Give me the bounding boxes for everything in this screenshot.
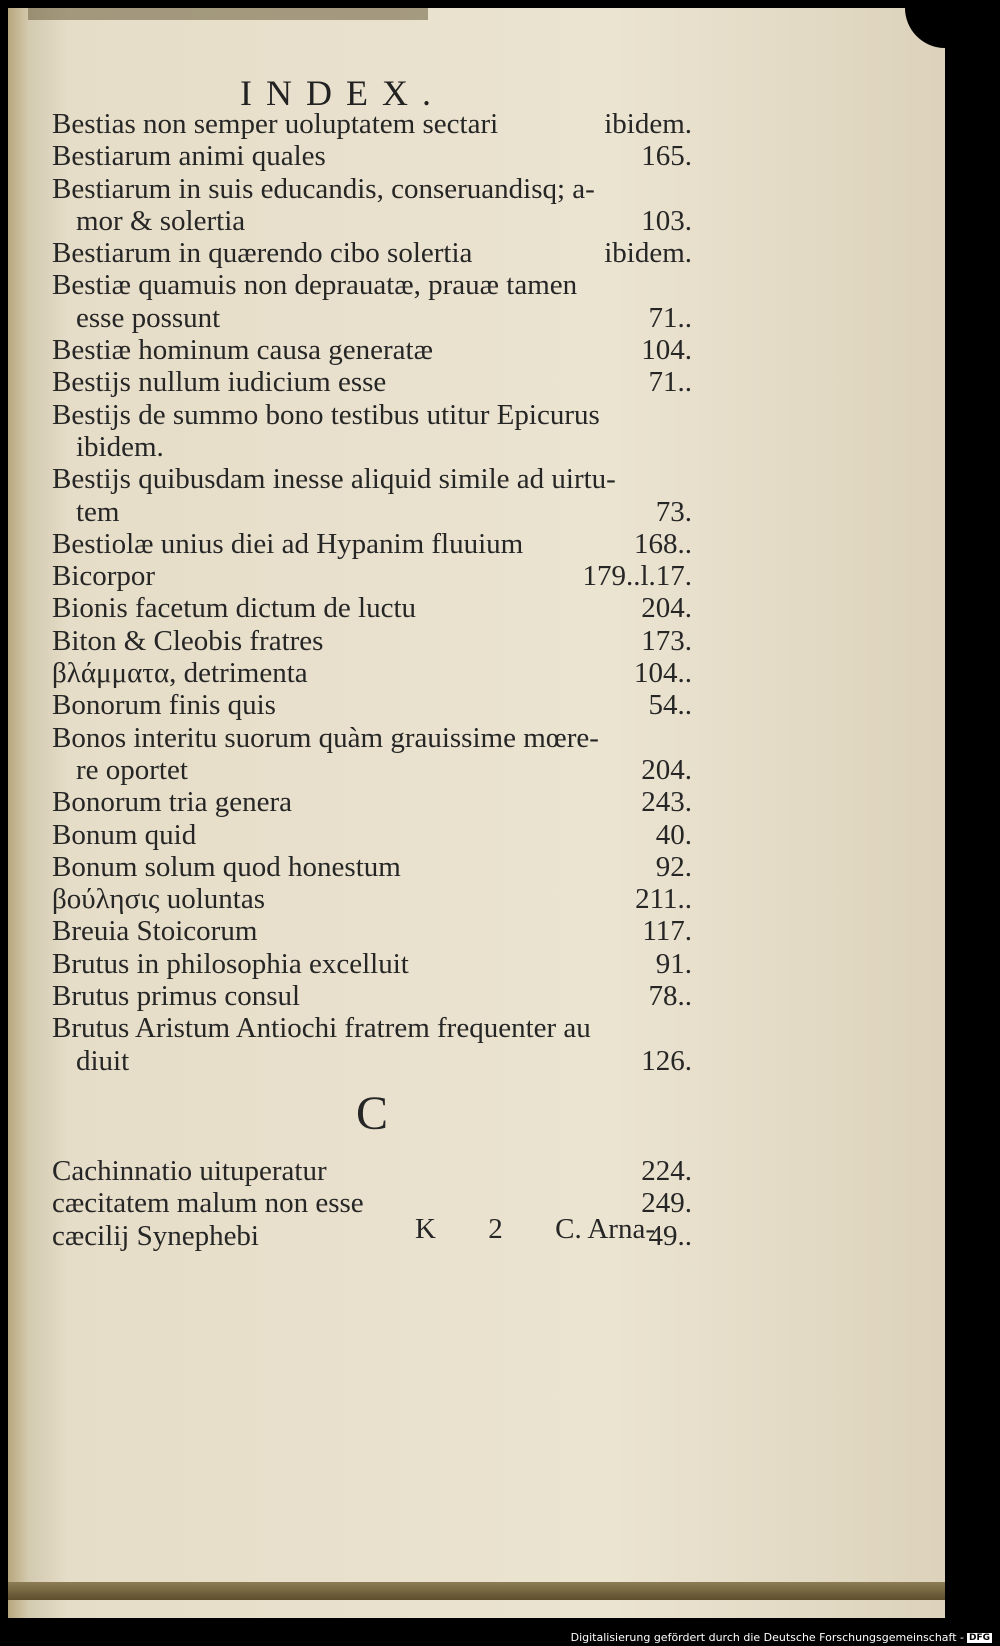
entry-term: Bonos interitu suorum quàm grauissime mœre- <box>52 721 599 754</box>
page-catchline <box>415 1213 655 1246</box>
index-entries <box>52 108 692 1252</box>
entry-term: Cachinnatio uituperatur <box>52 1154 327 1187</box>
catchword: C. Arna- <box>555 1213 655 1245</box>
entry-term: cæcitatem malum non esse <box>52 1187 364 1220</box>
entry-term: Bestijs nullum iudicium esse <box>52 366 387 399</box>
index-entry <box>52 237 692 269</box>
index-entry <box>52 560 692 592</box>
entry-page-ref: 49.. <box>648 1219 692 1252</box>
entry-term: Bonorum finis quis <box>52 689 276 722</box>
entry-page-ref: ibidem. <box>604 108 692 140</box>
index-entry <box>52 980 692 1012</box>
index-entry <box>52 883 692 915</box>
entry-term: Bicorpor <box>52 560 156 593</box>
entry-page-ref: 91. <box>655 947 692 980</box>
dfg-logo: DFG <box>968 1632 990 1643</box>
index-entry <box>52 819 692 851</box>
entry-page-ref: 71.. <box>648 301 692 334</box>
page-top-edge <box>28 8 428 20</box>
index-entry <box>52 722 692 754</box>
entry-page-ref: 243. <box>641 786 692 819</box>
entry-term: ibidem. <box>76 430 164 463</box>
index-entry <box>52 334 692 366</box>
index-entry <box>52 754 692 786</box>
entry-page-ref: 249. <box>641 1187 692 1220</box>
index-entry <box>52 269 692 301</box>
footer-text: Digitalisierung gefördert durch die Deutsche Forschungsgemeinschaft - <box>570 1631 964 1644</box>
entry-term: Brutus in philosophia excelluit <box>52 947 409 980</box>
entry-page-ref: 204. <box>641 753 692 786</box>
entry-page-ref: 224. <box>641 1154 692 1187</box>
entry-term: Bionis facetum dictum de luctu <box>52 592 417 625</box>
index-entry <box>52 399 692 431</box>
index-entry <box>52 625 692 657</box>
index-entry <box>52 915 692 947</box>
page-corner-fold <box>905 8 945 48</box>
index-entry <box>52 302 692 334</box>
entry-page-ref: 71.. <box>648 366 692 399</box>
index-entry <box>52 1012 692 1044</box>
entry-page-ref: 117. <box>642 915 692 948</box>
entry-page-ref: 126. <box>641 1044 692 1077</box>
entry-page-ref: 78.. <box>648 980 692 1013</box>
index-entry <box>52 1155 692 1187</box>
entry-term: Bonum quid <box>52 818 197 851</box>
entry-page-ref: 54.. <box>648 689 692 722</box>
index-entry <box>52 108 692 140</box>
entry-term: Biton & Cleobis fratres <box>52 624 324 657</box>
entry-term: tem <box>76 495 120 528</box>
entry-term: Bonum solum quod honestum <box>52 850 401 883</box>
entry-page-ref: 103. <box>641 204 692 237</box>
index-section-b <box>52 108 692 1077</box>
signature-mark: K <box>415 1213 436 1245</box>
entry-page-ref: 104. <box>641 334 692 367</box>
entry-page-ref: 168.. <box>634 527 692 560</box>
entry-term: Breuia Stoicorum <box>52 915 258 948</box>
entry-term: Bestias non semper uoluptatem sectari <box>52 108 499 140</box>
page-title: INDEX. <box>240 73 445 113</box>
entry-term: Bestiarum in suis educandis, conseruandisq; a- <box>52 172 595 205</box>
entry-term: esse possunt <box>76 301 221 334</box>
entry-term: Brutus Aristum Antiochi fratrem frequenter au <box>52 1012 591 1045</box>
index-entry <box>52 689 692 721</box>
entry-term: mor & solertia <box>76 204 246 237</box>
entry-page-ref: 104.. <box>634 657 692 690</box>
index-entry <box>52 496 692 528</box>
entry-term: Bestijs de summo bono testibus utitur Epicurus <box>52 398 600 431</box>
entry-page-ref: ibidem. <box>604 237 692 270</box>
page-bottom-edge <box>8 1582 945 1600</box>
index-entry <box>52 431 692 463</box>
index-entry <box>52 528 692 560</box>
entry-term: Bestiolæ unius diei ad Hypanim fluuium <box>52 527 524 560</box>
index-entry <box>52 463 692 495</box>
entry-term: βλάμματα, detrimenta <box>52 657 308 690</box>
entry-term: Bestiæ quamuis non deprauatæ, prauæ tamen <box>52 269 578 302</box>
entry-page-ref: 211.. <box>635 883 692 916</box>
entry-term: re oportet <box>76 753 188 786</box>
entry-term: Bestijs quibusdam inesse aliquid simile ad uirtu- <box>52 463 616 496</box>
index-entry <box>52 948 692 980</box>
entry-term: Bestiarum in quærendo cibo solertia <box>52 237 473 270</box>
index-entry <box>52 1045 692 1077</box>
index-entry <box>52 592 692 624</box>
entry-term: Bestiæ hominum causa generatæ <box>52 334 433 367</box>
entry-page-ref: 179..l.17. <box>582 560 692 593</box>
index-entry <box>52 786 692 818</box>
index-entry <box>52 657 692 689</box>
entry-term: Brutus primus consul <box>52 980 301 1013</box>
page-gutter <box>8 8 30 1618</box>
entry-page-ref: 165. <box>641 140 692 173</box>
entry-term: diuit <box>76 1044 130 1077</box>
index-entry <box>52 851 692 883</box>
signature-leaf: 2 <box>488 1213 503 1245</box>
index-entry <box>52 366 692 398</box>
entry-page-ref: 73. <box>655 495 692 528</box>
digitization-footer <box>571 1631 992 1644</box>
entry-term: Bonorum tria genera <box>52 786 292 819</box>
entry-term: βούλησις uoluntas <box>52 883 266 916</box>
index-entry <box>52 173 692 205</box>
index-entry <box>52 140 692 172</box>
entry-page-ref: 173. <box>641 624 692 657</box>
section-letter: C <box>355 1086 388 1140</box>
entry-term: Bestiarum animi quales <box>52 140 326 173</box>
entry-term: cæcilij Synephebi <box>52 1219 259 1252</box>
index-entry <box>52 205 692 237</box>
entry-page-ref: 92. <box>655 850 692 883</box>
entry-page-ref: 204. <box>641 592 692 625</box>
entry-page-ref: 40. <box>655 818 692 851</box>
